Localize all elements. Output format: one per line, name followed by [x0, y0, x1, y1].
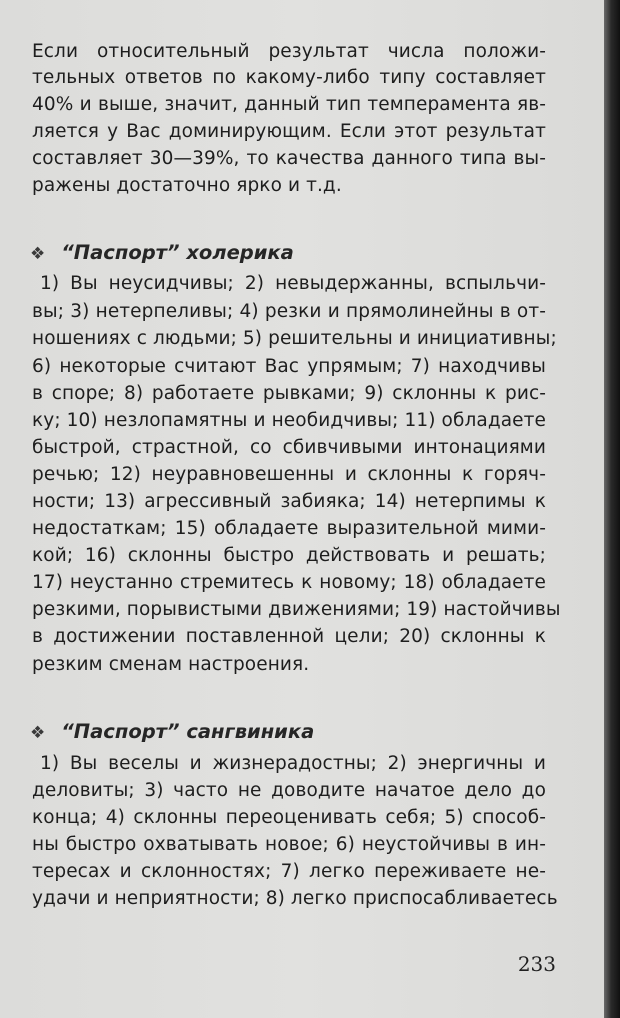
choleric-line-4: 6) некоторые считают Вас упрямым; 7) находчивы	[32, 356, 546, 377]
choleric-line-14: в достижении поставленной цели; 20) склонны к	[32, 626, 546, 647]
choleric-line-10: недостаткам; 15) обладаете выразительной мими-	[32, 518, 546, 539]
diamond-bullet-icon: ❖	[30, 244, 46, 264]
book-spine-shadow	[604, 0, 620, 1018]
choleric-line-11: кой; 16) склонны быстро действовать и решать;	[32, 545, 546, 566]
sanguine-line-1: 1) Вы веселы и жизнерадостны; 2) энергичны и	[40, 753, 546, 774]
intro-line-5: составляет 30—39%, то качества данного типа вы-	[32, 148, 546, 169]
section-heading-sanguine	[30, 718, 314, 746]
sanguine-line-3: конца; 4) склонны переоценивать себя; 5) способ-	[32, 807, 546, 828]
intro-line-1: Если относительный результат числа положи-	[32, 41, 546, 62]
section-title-choleric: “Паспорт” холерика	[61, 241, 294, 264]
intro-line-6: ражены достаточно ярко и т.д.	[32, 175, 342, 196]
sanguine-line-4: ны быстро охватывать новое; 6) неустойчивы в ин-	[32, 834, 546, 855]
choleric-line-8: речью; 12) неуравновешенны и склонны к горяч-	[32, 464, 546, 485]
choleric-line-5: в споре; 8) работаете рывками; 9) склонны к рис-	[32, 383, 546, 404]
diamond-bullet-icon: ❖	[30, 723, 46, 743]
section-title-sanguine: “Паспорт” сангвиника	[61, 720, 315, 743]
sanguine-line-6: удачи и неприятности; 8) легко приспосабливаетесь	[32, 888, 558, 909]
choleric-line-3: ношениях с людьми; 5) решительны и инициативны;	[32, 328, 557, 349]
choleric-line-15: резким сменам настроения.	[32, 654, 310, 675]
choleric-line-1: 1) Вы неусидчивы; 2) невыдержанны, вспыльчи-	[40, 273, 546, 294]
page-number: 233	[517, 952, 556, 976]
intro-line-3: 40% и выше, значит, данный тип темперамента яв-	[32, 94, 546, 115]
choleric-line-7: быстрой, страстной, со сбивчивыми интонациями	[32, 437, 546, 458]
sanguine-line-2: деловиты; 3) часто не доводите начатое дело до	[32, 780, 546, 801]
choleric-line-6: ку; 10) незлопамятны и необидчивы; 11) обладаете	[32, 410, 546, 431]
section-heading-choleric	[30, 239, 294, 267]
choleric-line-12: 17) неустанно стремитесь к новому; 18) обладаете	[32, 572, 546, 593]
sanguine-line-5: тересах и склонностях; 7) легко переживаете не-	[32, 861, 546, 882]
choleric-line-2: вы; 3) нетерпеливы; 4) резки и прямолинейны в от-	[32, 301, 546, 322]
intro-line-4: ляется у Вас доминирующим. Если этот результат	[32, 121, 546, 142]
choleric-line-13: резкими, порывистыми движениями; 19) настойчивы	[32, 599, 561, 620]
choleric-line-9: ности; 13) агрессивный забияка; 14) нетерпимы к	[32, 491, 546, 512]
intro-line-2: тельных ответов по какому-либо типу составляет	[32, 67, 546, 88]
